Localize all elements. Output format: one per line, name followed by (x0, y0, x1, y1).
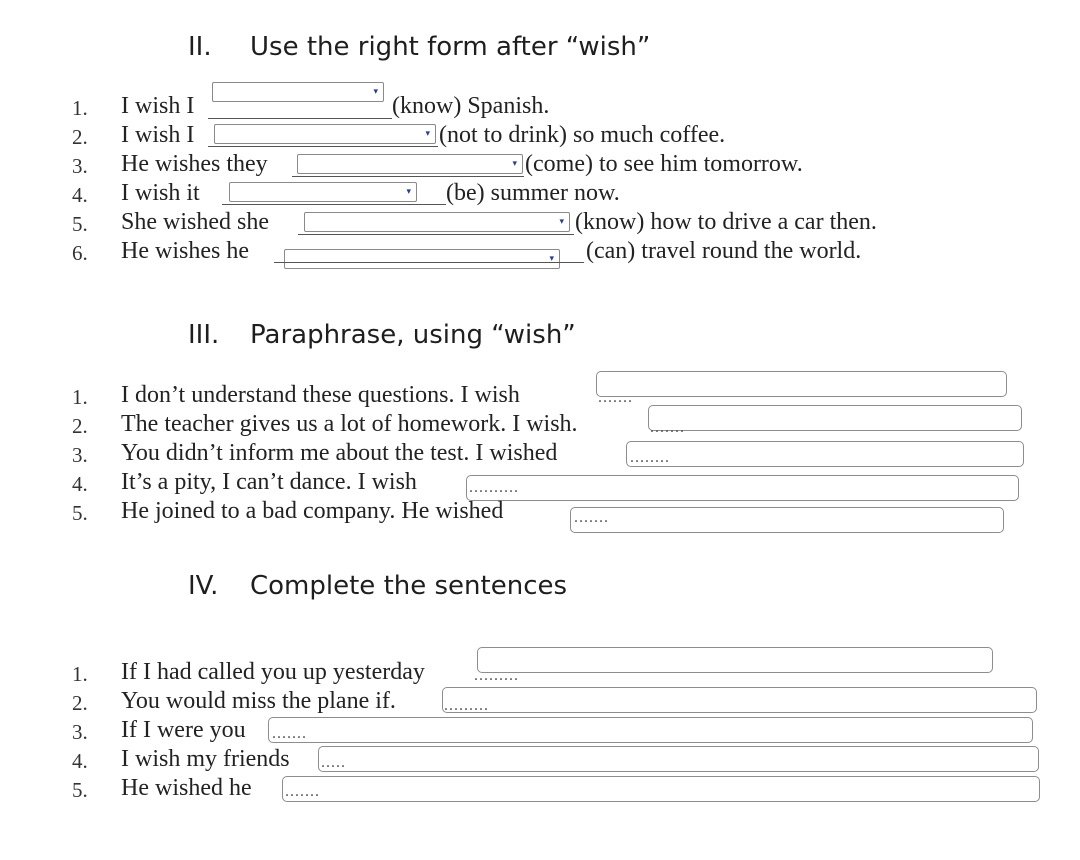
answer-field-3-4[interactable] (466, 475, 1019, 501)
item-number: 4. (72, 472, 88, 496)
answer-dropdown-2-1[interactable] (212, 82, 384, 102)
item-text: The teacher gives us a lot of homework. I wish. (121, 411, 578, 437)
answer-field-4-4[interactable] (318, 746, 1039, 772)
item-number: 2. (72, 125, 88, 149)
answer-field-4-2[interactable] (442, 687, 1037, 713)
answer-dots: ......... (444, 697, 489, 714)
item-text-before: He wishes he (121, 238, 249, 264)
item-number: 2. (72, 691, 88, 715)
item-text-after: (not to drink) so much coffee. (439, 122, 726, 148)
answer-dropdown-2-3[interactable] (297, 154, 523, 174)
chevron-down-icon: ▾ (549, 254, 554, 264)
item-number: 1. (72, 385, 88, 409)
answer-dropdown-2-5[interactable] (304, 212, 570, 232)
answer-underline (208, 146, 438, 147)
item-text: You would miss the plane if. (121, 688, 396, 714)
answer-underline (222, 204, 446, 205)
item-number: 4. (72, 183, 88, 207)
item-text-after: (know) Spanish. (392, 93, 550, 119)
answer-field-3-2[interactable] (648, 405, 1022, 431)
item-number: 4. (72, 749, 88, 773)
answer-dots: .......... (469, 479, 519, 496)
answer-dots: ..... (321, 754, 346, 771)
item-text: If I were you (121, 717, 246, 743)
answer-dots: ....... (650, 419, 685, 436)
item-number: 3. (72, 720, 88, 744)
chevron-down-icon: ▾ (373, 87, 378, 97)
item-text: He wished he (121, 775, 252, 801)
chevron-down-icon: ▾ (425, 129, 430, 139)
item-text: You didn’t inform me about the test. I wished (121, 440, 558, 466)
section-4-number: IV. (188, 571, 219, 601)
answer-underline (298, 234, 574, 235)
item-number: 5. (72, 501, 88, 525)
item-text-before: I wish it (121, 180, 200, 206)
item-text-before: I wish I (121, 93, 195, 119)
answer-dropdown-2-6[interactable] (284, 249, 560, 269)
answer-field-4-5[interactable] (282, 776, 1040, 802)
item-text: It’s a pity, I can’t dance. I wish (121, 469, 417, 495)
item-text-after: (be) summer now. (446, 180, 620, 206)
chevron-down-icon: ▾ (559, 217, 564, 227)
item-text-after: (come) to see him tomorrow. (525, 151, 803, 177)
answer-field-4-3[interactable] (268, 717, 1033, 743)
item-number: 3. (72, 154, 88, 178)
answer-dots: ........ (630, 449, 670, 466)
answer-dots: ....... (285, 783, 320, 800)
section-4-heading (188, 571, 567, 601)
answer-underline (274, 262, 584, 263)
answer-underline (208, 118, 392, 119)
item-number: 1. (72, 662, 88, 686)
item-text-before: I wish I (121, 122, 195, 148)
item-text: If I had called you up yesterday (121, 659, 425, 685)
answer-field-4-1[interactable] (477, 647, 993, 673)
chevron-down-icon: ▾ (406, 187, 411, 197)
answer-dropdown-2-4[interactable] (229, 182, 417, 202)
item-text-after: (can) travel round the world. (586, 238, 862, 264)
section-4-title: Complete the sentences (250, 571, 568, 601)
item-number: 2. (72, 414, 88, 438)
item-text-after: (know) how to drive a car then. (575, 209, 877, 235)
item-number: 5. (72, 212, 88, 236)
answer-underline (292, 176, 524, 177)
answer-dots: ....... (574, 509, 609, 526)
item-text: I don’t understand these questions. I wish (121, 382, 520, 408)
answer-field-3-3[interactable] (626, 441, 1024, 467)
section-2-title: Use the right form after “wish” (250, 32, 651, 62)
section-2-number: II. (188, 32, 212, 62)
item-text: I wish my friends (121, 746, 290, 772)
chevron-down-icon: ▾ (512, 159, 517, 169)
answer-dots: ....... (272, 725, 307, 742)
item-number: 3. (72, 443, 88, 467)
item-text: He joined to a bad company. He wished (121, 498, 504, 524)
answer-field-3-5[interactable] (570, 507, 1004, 533)
item-number: 6. (72, 241, 88, 265)
section-3-number: III. (188, 320, 220, 350)
section-3-title: Paraphrase, using “wish” (250, 320, 576, 350)
answer-dropdown-2-2[interactable] (214, 124, 436, 144)
section-3-heading (188, 320, 576, 350)
answer-field-3-1[interactable] (596, 371, 1007, 397)
answer-dots: ....... (598, 389, 633, 406)
item-number: 1. (72, 96, 88, 120)
item-number: 5. (72, 778, 88, 802)
answer-dots: ......... (474, 667, 519, 684)
section-2-heading (188, 32, 650, 62)
item-text-before: He wishes they (121, 151, 268, 177)
item-text-before: She wished she (121, 209, 269, 235)
